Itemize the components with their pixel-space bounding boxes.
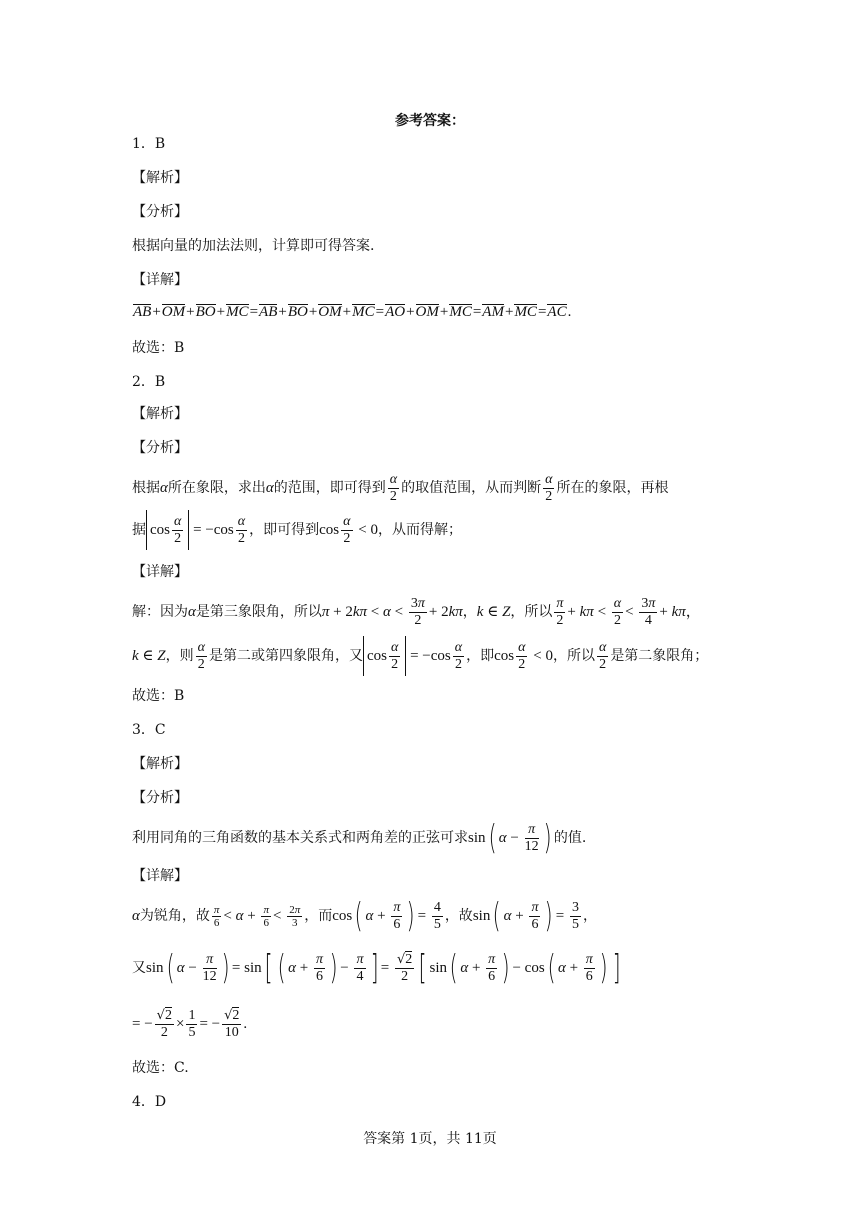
q1-head: 1．B	[132, 136, 166, 152]
q3-head: 3．C	[132, 722, 166, 738]
q2-fenxi-label: 【分析】	[132, 440, 188, 456]
q3-jiexi-label: 【解析】	[132, 756, 188, 772]
q2-detail-line2: k ∈ Z，则 $\frac{\alpha}{2}$ 是第二或第四象限角，又 cos $\frac{\alpha}{2}$ = −cos $\frac{\alpha}{2}$ ，即cos $\frac{\alpha}{2}$ < 0，所以 $\frac{\alpha}{2}$ 是第二象限角；	[132, 636, 708, 676]
q3-analysis: 利用同角的三角函数的基本关系式和两角差的正弦可求sin( α − $\frac{\pi}{12}$ ) 的值.	[132, 818, 587, 858]
page-footer: 答案第 1页，共 11页	[363, 1131, 497, 1147]
q2-analysis-line1: 根据α所在象限，求出α的范围，即可得到 $\frac{\alpha}{2}$ 的取值范围，从而判断 $\frac{\alpha}{2}$ 所在的象限，再根	[132, 471, 669, 504]
q3-xiangjie-label: 【详解】	[132, 868, 188, 884]
page-title: 参考答案：	[395, 113, 465, 129]
q1-jiexi-label: 【解析】	[132, 170, 188, 186]
q2-jiexi-label: 【解析】	[132, 406, 188, 422]
q2-head: 2．B	[132, 374, 166, 390]
q3-detail-line1: α为锐角，故 $\frac{\pi}{6}$ < α + $\frac{\pi}{6}$ < $\frac{2\pi}{3}$ ，而cos( α + $\frac{\pi}{6}$ ) = $\frac{4}{5}$ ，故sin( α + $\frac{\pi}{6}$ ) = $\frac{3}{5}$ ，	[132, 896, 597, 936]
q3-detail-line2: 又sin( α − $\frac{\pi}{12}$ ) = sin[ ( α + $\frac{\pi}{6}$ ) − $\frac{\pi}{4}$ ] = $\frac{√2}{2}$ [ sin( α + $\frac{\pi}{6}$ ) − cos( α + $\frac{\pi}{6}$ ) ]	[132, 948, 621, 988]
q1-xiangjie-label: 【详解】	[132, 272, 188, 288]
q3-fenxi-label: 【分析】	[132, 790, 188, 806]
q2-analysis-line2: 据 cos $\frac{\alpha}{2}$ = −cos $\frac{\alpha}{2}$ ，即可得到cos $\frac{\alpha}{2}$ < 0，从而得解；	[132, 510, 462, 550]
q1-conclusion: 故选：B	[132, 340, 185, 356]
q3-conclusion: 故选：C.	[132, 1060, 189, 1076]
q1-vector-equation: AB+OM+BO+MC=AB+BO+OM+MC=AO+OM+MC=AM+MC=AC.	[133, 304, 572, 320]
q2-conclusion: 故选：B	[132, 688, 185, 704]
q1-analysis: 根据向量的加法法则，计算即可得答案.	[132, 238, 375, 254]
q1-fenxi-label: 【分析】	[132, 204, 188, 220]
q2-xiangjie-label: 【详解】	[132, 564, 188, 580]
q4-head: 4．D	[132, 1094, 167, 1110]
q2-detail-line1: 解：因为α是第三象限角，所以π + 2kπ < α < $\frac{3\pi}{2}$ + 2kπ，k ∈ Z，所以 $\frac{\pi}{2}$ + kπ < $\frac{\alpha}{2}$ < $\frac{3\pi}{4}$ + kπ，	[132, 595, 701, 628]
q3-detail-line3: = − $\frac{√2}{2}$ × $\frac{1}{5}$ = − $\frac{√2}{10}$ .	[132, 1007, 248, 1040]
